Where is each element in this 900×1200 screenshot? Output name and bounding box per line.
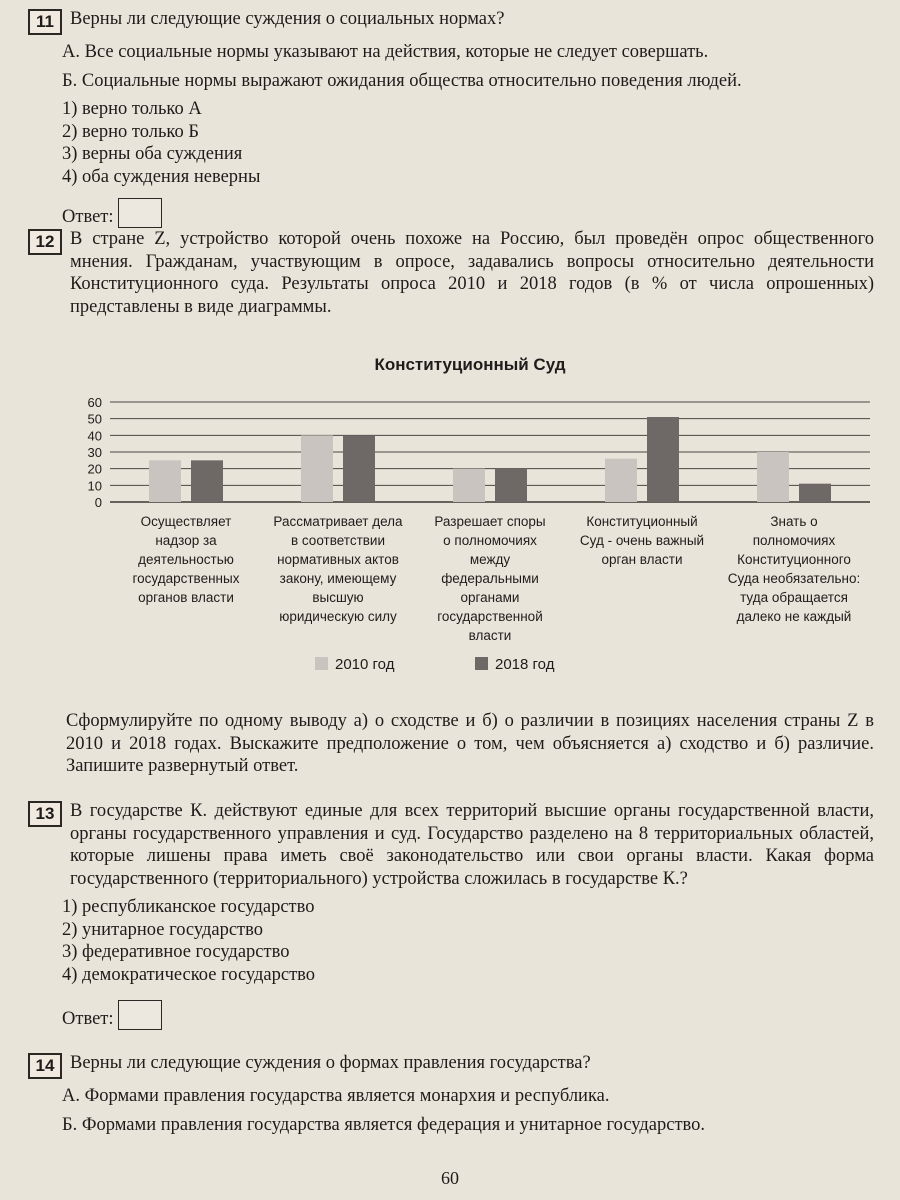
bar-2010-год-0 <box>149 460 181 502</box>
y-tick-label: 50 <box>87 411 102 427</box>
answer-label: Ответ: <box>62 1009 114 1029</box>
statement-a: А. Формами правления государства является монархия и республика. <box>62 1086 610 1106</box>
legend-label: 2018 год <box>495 656 555 673</box>
bar-2010-год-4 <box>757 452 789 502</box>
bar-2018-год-0 <box>191 460 223 502</box>
question-12-task <box>28 710 874 778</box>
answer-row <box>62 198 874 228</box>
statement-b: Б. Формами правления государства является федерация и унитарное государство. <box>62 1114 706 1135</box>
page-number: 60 <box>441 1168 459 1188</box>
bar-2010-год-3 <box>605 459 637 502</box>
category-label: Конституционный Суд - очень важный орган власти <box>579 514 705 567</box>
y-tick-label: 30 <box>87 445 102 460</box>
statement-a: А. Все социальные нормы указывают на действия, которые не следует совершать. <box>62 42 709 62</box>
legend-swatch <box>315 657 328 670</box>
task-text: Сформулируйте по одному выводу а) о сходстве и б) о различии в позициях населения страны Z в 2010 и 2018 годах. Выскажите предположение о том, чем объясняется а) сходство и б) различие. Запишите развернутый ответ. <box>66 711 874 776</box>
option-1: 1) республиканское государство <box>62 897 315 917</box>
bar-2010-год-2 <box>453 469 485 502</box>
y-tick-label: 40 <box>87 428 102 444</box>
answer-box[interactable] <box>118 1000 162 1030</box>
bar-2010-год-1 <box>301 435 333 502</box>
question-text: Верны ли следующие суждения о формах правления государства? <box>70 1053 591 1073</box>
bar-2018-год-1 <box>343 435 375 502</box>
category-label: Рассматривает дела в соответствии нормативных актов закону, имеющему высшую юридическую силу <box>273 514 403 624</box>
option-1: 1) верно только А <box>62 99 202 119</box>
bar-chart <box>60 338 880 688</box>
statement-b: Б. Социальные нормы выражают ожидания общества относительно поведения людей. <box>62 70 742 91</box>
answer-row <box>62 1000 874 1030</box>
question-14 <box>28 1052 874 1136</box>
question-number: 12 <box>28 229 62 255</box>
bar-2018-год-2 <box>495 469 527 502</box>
bar-2018-год-4 <box>799 484 831 502</box>
option-3: 3) федеративное государство <box>62 942 290 962</box>
y-tick-label: 20 <box>87 461 102 477</box>
option-2: 2) верно только Б <box>62 121 199 142</box>
y-tick-label: 10 <box>87 478 102 494</box>
question-12 <box>28 228 874 318</box>
question-number: 14 <box>28 1053 62 1079</box>
category-label: Разрешает споры о полномочиях между федеральными органами государственной власти <box>434 514 546 643</box>
question-text: В государстве К. действуют единые для всех территорий высшие органы государственной власти, органы государственного управления и суд. Государство разделено на 8 территориальных областей, которые лишены права иметь своё законодательство или свои органы власти. Какая форма государственного (территориального) устройства сложилась в государстве К.? <box>70 801 874 889</box>
question-text: Верны ли следующие суждения о социальных нормах? <box>70 9 505 29</box>
legend-label: 2010 год <box>335 656 395 673</box>
legend-swatch <box>475 657 488 670</box>
question-text: В стране Z, устройство которой очень похоже на Россию, был проведён опрос общественного мнения. Гражданам, участвующим в опросе, задавались вопросы относительно деятельности Конституционного суда. Результаты опроса 2010 и 2018 годов (в % от числа опрошенных) представлены в виде диаграммы. <box>70 229 874 317</box>
question-number: 11 <box>28 9 62 35</box>
category-label: Знать о полномочиях Конституционного Суда необязательно: туда обращается далеко не каждый <box>727 514 861 624</box>
y-tick-label: 0 <box>94 495 102 510</box>
bar-2018-год-3 <box>647 417 679 502</box>
chart-title: Конституционный Суд <box>374 355 566 374</box>
option-4: 4) демократическое государство <box>62 964 316 985</box>
option-4: 4) оба суждения неверны <box>62 166 261 187</box>
category-label: Осуществляет надзор за деятельностью государственных органов власти <box>132 514 240 605</box>
option-3: 3) верны оба суждения <box>62 144 243 164</box>
question-11 <box>28 8 874 228</box>
option-2: 2) унитарное государство <box>62 919 263 940</box>
answer-label: Ответ: <box>62 207 114 227</box>
question-13 <box>28 800 874 1030</box>
answer-box[interactable] <box>118 198 162 228</box>
y-tick-label: 60 <box>87 395 102 410</box>
question-number: 13 <box>28 801 62 827</box>
